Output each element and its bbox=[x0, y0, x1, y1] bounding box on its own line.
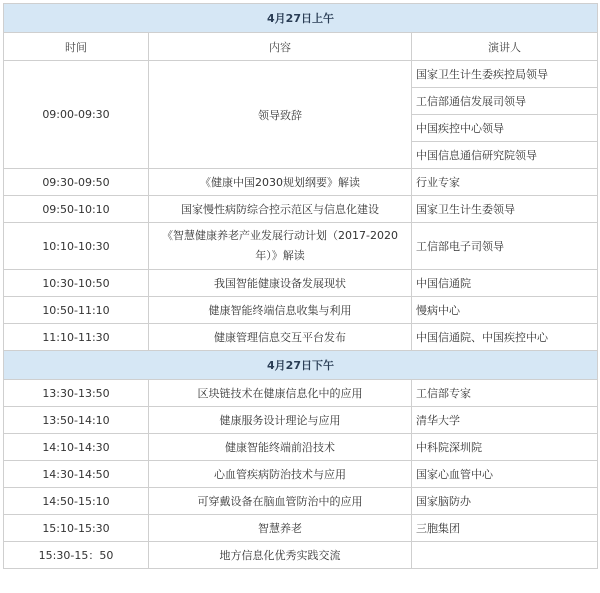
header-speaker: 演讲人 bbox=[412, 33, 598, 61]
session-speaker: 中国疾控中心领导 bbox=[412, 115, 598, 142]
session-topic: 健康管理信息交互平台发布 bbox=[149, 324, 412, 351]
session-topic: 《智慧健康养老产业发展行动计划（2017-2020年）》解读 bbox=[149, 223, 412, 270]
session-topic: 可穿戴设备在脑血管防治中的应用 bbox=[149, 488, 412, 515]
session-speaker bbox=[412, 542, 598, 569]
table-row bbox=[4, 223, 598, 270]
header-topic: 内容 bbox=[149, 33, 412, 61]
table-row-opening bbox=[4, 61, 598, 88]
session-speaker: 工信部通信发展司领导 bbox=[412, 88, 598, 115]
table-row bbox=[4, 169, 598, 196]
session-time: 09:00-09:30 bbox=[4, 61, 149, 169]
table-row bbox=[4, 461, 598, 488]
session-speaker: 国家心血管中心 bbox=[412, 461, 598, 488]
table-row bbox=[4, 407, 598, 434]
table-row bbox=[4, 324, 598, 351]
session-topic: 健康服务设计理论与应用 bbox=[149, 407, 412, 434]
table-row bbox=[4, 380, 598, 407]
session-time: 10:10-10:30 bbox=[4, 223, 149, 270]
session-time: 14:30-14:50 bbox=[4, 461, 149, 488]
table-row bbox=[4, 196, 598, 223]
session-time: 14:10-14:30 bbox=[4, 434, 149, 461]
session-time: 11:10-11:30 bbox=[4, 324, 149, 351]
session-speaker: 中国信通院、中国疾控中心 bbox=[412, 324, 598, 351]
session-topic: 《健康中国2030规划纲要》解读 bbox=[149, 169, 412, 196]
session-time: 14:50-15:10 bbox=[4, 488, 149, 515]
session-speaker: 国家卫生计生委领导 bbox=[412, 196, 598, 223]
session-topic: 地方信息化优秀实践交流 bbox=[149, 542, 412, 569]
column-headers bbox=[4, 33, 598, 61]
table-row bbox=[4, 542, 598, 569]
table-row bbox=[4, 515, 598, 542]
afternoon-title: 4月27日下午 bbox=[4, 351, 598, 380]
session-topic: 领导致辞 bbox=[149, 61, 412, 169]
session-time: 13:30-13:50 bbox=[4, 380, 149, 407]
table-row bbox=[4, 488, 598, 515]
afternoon-section-header bbox=[4, 351, 598, 380]
session-topic: 国家慢性病防综合控示范区与信息化建设 bbox=[149, 196, 412, 223]
session-speaker: 中国信息通信研究院领导 bbox=[412, 142, 598, 169]
agenda-table bbox=[3, 3, 598, 569]
session-time: 10:30-10:50 bbox=[4, 270, 149, 297]
session-speaker: 中国信通院 bbox=[412, 270, 598, 297]
session-speaker: 三胞集团 bbox=[412, 515, 598, 542]
session-speaker: 清华大学 bbox=[412, 407, 598, 434]
session-topic: 健康智能终端信息收集与利用 bbox=[149, 297, 412, 324]
session-time: 15:10-15:30 bbox=[4, 515, 149, 542]
session-time: 15:30-15：50 bbox=[4, 542, 149, 569]
session-time: 10:50-11:10 bbox=[4, 297, 149, 324]
session-time: 13:50-14:10 bbox=[4, 407, 149, 434]
session-speaker: 行业专家 bbox=[412, 169, 598, 196]
session-speaker: 中科院深圳院 bbox=[412, 434, 598, 461]
morning-title: 4月27日上午 bbox=[4, 4, 598, 33]
morning-section-header bbox=[4, 4, 598, 33]
table-row bbox=[4, 270, 598, 297]
session-speaker: 国家卫生计生委疾控局领导 bbox=[412, 61, 598, 88]
table-row bbox=[4, 434, 598, 461]
session-speaker: 慢病中心 bbox=[412, 297, 598, 324]
session-speaker: 工信部电子司领导 bbox=[412, 223, 598, 270]
session-time: 09:50-10:10 bbox=[4, 196, 149, 223]
session-speaker: 国家脑防办 bbox=[412, 488, 598, 515]
session-time: 09:30-09:50 bbox=[4, 169, 149, 196]
session-speaker: 工信部专家 bbox=[412, 380, 598, 407]
session-topic: 健康智能终端前沿技术 bbox=[149, 434, 412, 461]
session-topic: 区块链技术在健康信息化中的应用 bbox=[149, 380, 412, 407]
session-topic: 智慧养老 bbox=[149, 515, 412, 542]
table-row bbox=[4, 297, 598, 324]
session-topic: 心血管疾病防治技术与应用 bbox=[149, 461, 412, 488]
header-time: 时间 bbox=[4, 33, 149, 61]
session-topic: 我国智能健康设备发展现状 bbox=[149, 270, 412, 297]
